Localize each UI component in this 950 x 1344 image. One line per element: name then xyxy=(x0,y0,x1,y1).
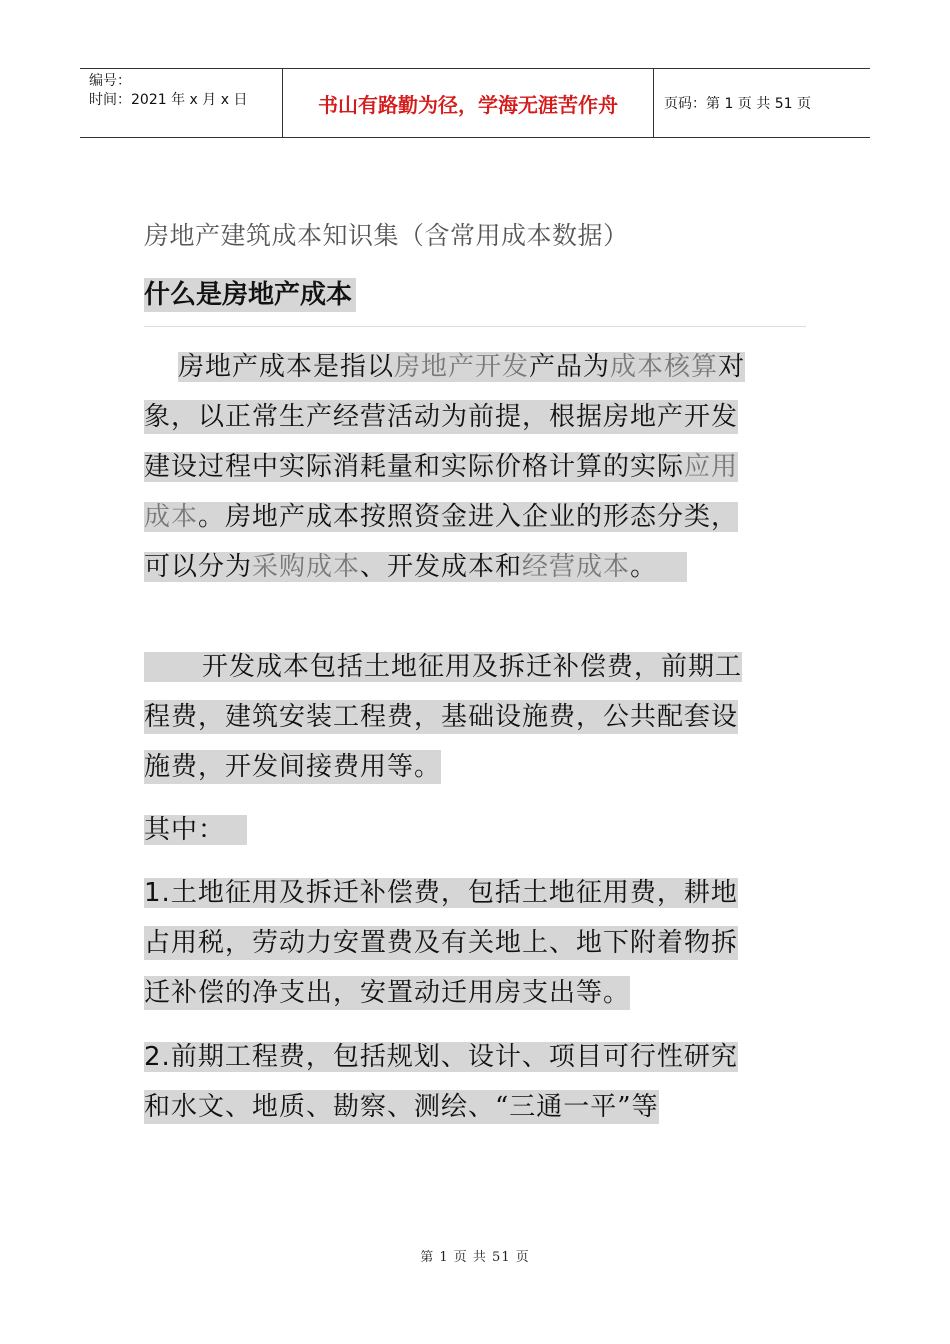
link-applied-cost-a[interactable]: 应用 xyxy=(684,452,739,482)
para1-text: 对 xyxy=(718,352,746,382)
item2-line2: 和水文、地质、勘察、测绘、“三通一平”等 xyxy=(144,1092,659,1122)
link-real-estate-development[interactable]: 房地产开发 xyxy=(394,352,530,382)
item1-line3: 迁补偿的净支出，安置动迁用房支出等。 xyxy=(144,978,631,1008)
para2-text: 开发成本包括土地征用及拆迁补偿费，前期工 xyxy=(202,652,743,682)
among-label xyxy=(144,813,247,847)
link-cost-accounting[interactable]: 成本核算 xyxy=(610,352,719,382)
para2-line2: 程费，建筑安装工程费，基础设施费，公共配套设 xyxy=(144,702,739,732)
header-page-info: 页码：第 1 页 共 51 页 xyxy=(664,96,811,112)
para1-line5 xyxy=(144,550,687,584)
section-heading: 什么是房地产成本 xyxy=(144,278,356,312)
item1-number: 1. xyxy=(144,878,171,908)
para2-line1 xyxy=(144,650,742,684)
among-text: 其中： xyxy=(144,815,247,845)
para1-text: 产品为 xyxy=(529,352,611,382)
link-applied-cost-b[interactable]: 成本 xyxy=(144,502,199,532)
header-meta xyxy=(80,69,282,137)
link-purchase-cost[interactable]: 采购成本 xyxy=(252,552,361,582)
para1-line4 xyxy=(144,500,738,534)
page-footer: 第 1 页 共 51 页 xyxy=(420,1250,530,1265)
header-motto: 书山有路勤为径，学海无涯苦作舟 xyxy=(282,69,654,137)
para1-text: 。 xyxy=(630,552,658,582)
para1-text: 建设过程中实际消耗量和实际价格计算的实际 xyxy=(144,452,685,482)
item1-line1 xyxy=(144,876,738,910)
heading-divider xyxy=(144,326,806,327)
item2-line1 xyxy=(144,1040,738,1074)
para1-text: 、开发成本和 xyxy=(360,552,523,582)
item1-line2: 占用税，劳动力安置费及有关地上、地下附着物拆 xyxy=(144,928,739,958)
document-title: 房地产建筑成本知识集（含常用成本数据） xyxy=(144,221,629,250)
para1-line1 xyxy=(144,350,745,384)
link-operating-cost[interactable]: 经营成本 xyxy=(522,552,631,582)
item1-text: 土地征用及拆迁补偿费，包括土地征用费，耕地 xyxy=(170,878,738,908)
para1-line2: 象，以正常生产经营活动为前提，根据房地产开发 xyxy=(144,402,739,432)
item2-text: 前期工程费，包括规划、设计、项目可行性研究 xyxy=(170,1042,738,1072)
para1-text: 房地产成本是指以 xyxy=(178,352,395,382)
para1-line3 xyxy=(144,450,738,484)
para2-line3: 施费，开发间接费用等。 xyxy=(144,752,442,782)
para1-text: 。房地产成本按照资金进入企业的形态分类， xyxy=(198,502,739,532)
number-label: 编号： xyxy=(89,73,131,89)
item2-number: 2. xyxy=(144,1042,171,1072)
document-header xyxy=(80,68,870,138)
para1-text: 可以分为 xyxy=(144,552,253,582)
date-label: 时间：2021 年 x 月 x 日 xyxy=(89,92,248,108)
